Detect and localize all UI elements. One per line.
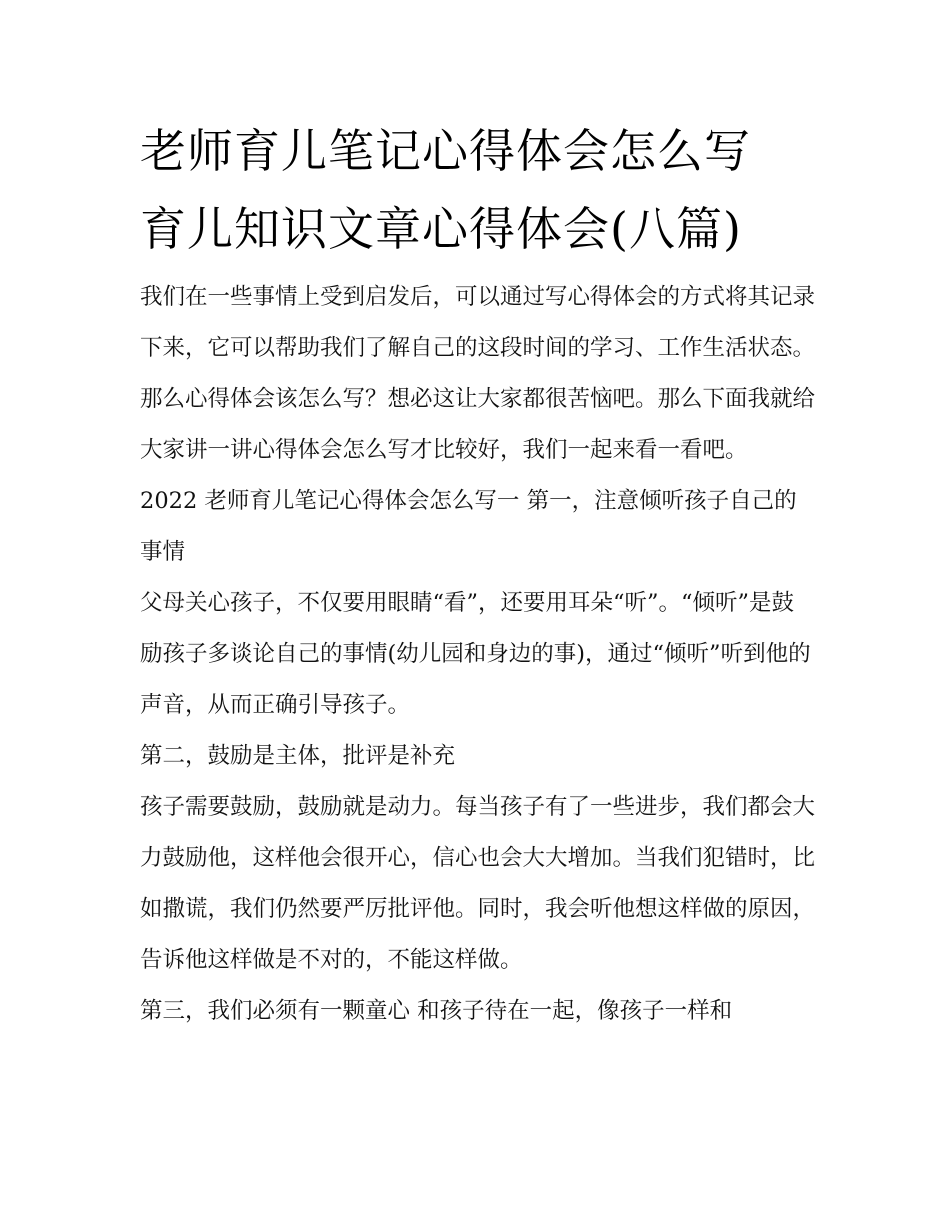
paragraph-encouragement: 孩子需要鼓励，鼓励就是动力。每当孩子有了一些进步，我们都会大力鼓励他，这样他会很开心，信心也会大大增加。当我们犯错时，比如撒谎，我们仍然要严厉批评他。同时，我会听他想这样做的原因，告诉他这样做是不对的，不能这样做。	[140, 794, 816, 973]
document-page	[140, 112, 815, 1037]
section-heading-1: 2022 老师育儿笔记心得体会怎么写一 第一，注意倾听孩子自己的事情	[140, 488, 797, 565]
document-title	[140, 112, 815, 268]
intro-paragraph: 我们在一些事情上受到启发后，可以通过写心得体会的方式将其记录下来，它可以帮助我们了解自己的这段时间的学习、工作生活状态。那么心得体会该怎么写？想必这让大家都很苦恼吧。那么下面我就给大家讲一讲心得体会怎么写才比较好，我们一起来看一看吧。	[140, 284, 816, 463]
section-heading-3: 第三，我们必须有一颗童心 和孩子待在一起，像孩子一样和	[140, 998, 733, 1024]
title-line-1: 老师育儿笔记心得体会怎么写	[140, 124, 751, 178]
section-heading-2: 第二，鼓励是主体，批评是补充	[140, 743, 456, 769]
paragraph-listening: 父母关心孩子，不仅要用眼睛“看”，还要用耳朵“听”。“倾听”是鼓励孩子多谈论自己的事情(幼儿园和身边的事)，通过“倾听”听到他的声音，从而正确引导孩子。	[140, 590, 811, 718]
document-body	[140, 272, 815, 1037]
title-line-2: 育儿知识文章心得体会(八篇)	[140, 202, 742, 256]
